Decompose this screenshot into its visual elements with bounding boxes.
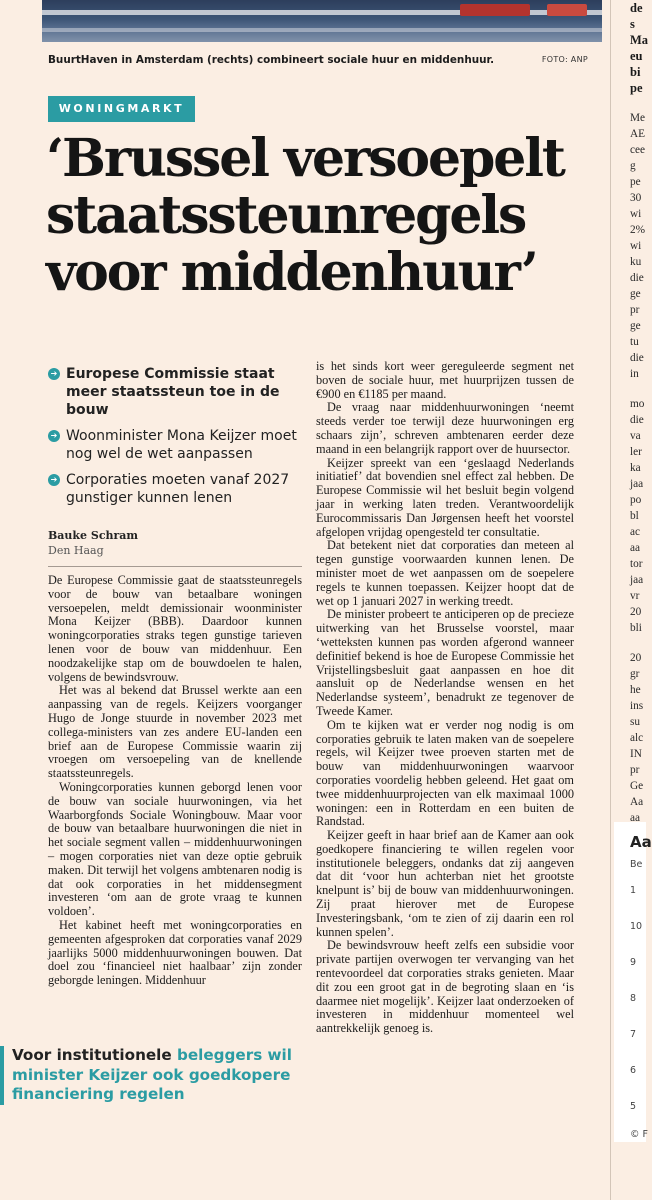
body-column-right [316, 360, 574, 1036]
summary-bullets [48, 365, 308, 515]
adjacent-text-fragment: IN [630, 748, 642, 760]
infobox-fragment: 9 [630, 957, 637, 968]
photo-boat [460, 4, 530, 16]
adjacent-text-fragment: gr [630, 668, 640, 680]
body-paragraph: is het sinds kort weer gereguleerde segment net boven de sociale huur, met huurprijzen tussen de €900 en €1185 per maand. [316, 359, 574, 401]
adjacent-text-fragment: 20 [630, 606, 642, 618]
body-paragraph: De minister probeert te anticiperen op de precieze uitwerking van het Brusselse voorstel, maar ‘wetteksten kunnen pas worden afgerond wanneer definitief bekend is hoe de Europese Commissie het Vrijstellingsbesluit gaat aanpassen en hoe dit aansluit op de Nederlandse wensen en het Nederlandse systeem’, benadrukt ze tegenover de Tweede Kamer. [316, 607, 574, 718]
arrow-right-icon: ➔ [48, 430, 60, 442]
bullet-text: Europese Commissie staat meer staatssteun toe in de bouw [66, 366, 280, 418]
adjacent-text-fragment: ac [630, 526, 641, 538]
body-paragraph: Dat betekent niet dat corporaties dan meteen al tegen gunstige voorwaarden kunnen lenen. De minister moet de wet aanpassen om de soepelere regels te kunnen toepassen. Keijzer hoopt dat de wet op 1 januari 2027 in werking treedt. [316, 538, 574, 608]
body-paragraph: De Europese Commissie gaat de staatssteunregels voor de bouw van betaalbare woningen versoepelen, meldt demissionair woonminister Mona Keijzer (BBB). Daardoor kunnen woningcorporaties straks tegen gunstige tarieven lenen voor de bouw van middenhuur. Een noodzakelijke stap om de bouwdoelen te halen, volgens de bewindsvrouw. [48, 573, 302, 684]
adjacent-text-fragment: ku [630, 256, 642, 268]
summary-bullet [48, 365, 308, 419]
pull-quote-rest: beleggers wil minister Keijzer ook goedkopere financiering regelen [12, 1046, 292, 1103]
adjacent-text-fragment: vr [630, 590, 640, 602]
infobox-fragment: 1 [630, 885, 637, 896]
adjacent-text-fragment: bi [630, 65, 641, 79]
arrow-right-icon: ➔ [48, 368, 60, 380]
adjacent-text-fragment: 20 [630, 652, 642, 664]
adjacent-text-fragment: ge [630, 320, 641, 332]
adjacent-text-fragment: mo [630, 398, 645, 410]
pull-quote [0, 1046, 300, 1105]
headline [46, 130, 606, 301]
infobox-fragment: 10 [630, 921, 643, 932]
adjacent-text-fragment: bl [630, 510, 639, 522]
adjacent-text-fragment: ge [630, 288, 641, 300]
summary-bullet [48, 427, 308, 463]
body-paragraph: Het kabinet heeft met woningcorporaties en gemeenten afgesproken dat corporaties vanaf 2029 jaarlijks 5000 middenhuurwoningen bouwen. Dat doel zou ‘financieel niet haalbaar’ zijn zonder geborgde leningen. Middenhuur [48, 917, 302, 988]
byline [48, 528, 138, 558]
adjacent-text-fragment: he [630, 684, 641, 696]
adjacent-text-fragment: aa [630, 812, 641, 824]
body-paragraph: Om te kijken wat er verder nog nodig is om corporaties gebruik te laten maken van de soepelere regels, wil Keijzer twee proeven starten met de bouw van middenhuurwoningen waarvoor corporaties voordelig hebben geleend. Het gaat om twee middenhuurprojecten van elk maximaal 1000 woningen: een in Rotterdam en een buiten de Randstad. [316, 717, 574, 829]
adjacent-text-fragment: pr [630, 304, 640, 316]
arrow-right-icon: ➔ [48, 474, 60, 486]
adjacent-text-fragment: in [630, 368, 639, 380]
adjacent-text-fragment: cee [630, 144, 646, 156]
infobox-fragment: 5 [630, 1101, 637, 1112]
infobox-fragment: © F [630, 1129, 648, 1140]
headline-line: ‘Brussel versoepelt [46, 128, 564, 189]
adjacent-text-fragment: wi [630, 240, 642, 252]
adjacent-text-fragment: tu [630, 336, 639, 348]
photo-caption [48, 54, 596, 66]
photo-water-reflection [42, 28, 602, 32]
author-name: Bauke Schram [48, 529, 139, 542]
infobox-fragment: 8 [630, 993, 637, 1004]
caption-text: BuurtHaven in Amsterdam (rechts) combineert sociale huur en middenhuur. [48, 54, 495, 66]
article-photo [42, 0, 602, 42]
column-separator [610, 0, 611, 1200]
bullet-text: Corporaties moeten vanaf 2027 gunstiger kunnen lenen [66, 472, 290, 506]
adjacent-text-fragment: ka [630, 462, 641, 474]
pull-quote-lead: Voor institutionele [12, 1046, 172, 1064]
adjacent-text-fragment: die [630, 414, 644, 426]
adjacent-text-fragment: AE [630, 128, 646, 140]
adjacent-text-fragment: Ge [630, 780, 644, 792]
body-paragraph: Keijzer spreekt van een ‘geslaagd Nederlands initiatief’ dat bovendien snel effect zal hebben. De Europese Commissie wil het besluit begin volgend jaar in werking laten treden. Verantwoordelijk Eurocommissaris Dan Jørgensen heeft het voorstel afgelopen vrijdag opengesteld ter consultatie. [316, 455, 574, 539]
adjacent-text-fragment: pr [630, 764, 640, 776]
body-paragraph: Keijzer geeft in haar brief aan de Kamer aan ook goedkopere financiering te willen regelen voor institutionele beleggers, ondanks dat zij aangeven dat dit ‘voor hun achterban niet het grootste knelpunt is’ bij de bouw van middenhuurwoningen. Zij praat hierover met de Europese Investeringsbank, ‘om te zien of zij daarin een rol kunnen spelen’. [316, 828, 574, 939]
adjacent-text-fragment: Aa [630, 796, 644, 808]
adjacent-text-fragment: ins [630, 700, 644, 712]
adjacent-text-fragment: jaa [630, 478, 644, 490]
body-paragraph: De vraag naar middenhuurwoningen ‘neemt steeds verder toe terwijl deze huurwoningen erg schaars zijn’, schreven ambtenaren eerder deze maand in een belangrijk rapport over de huursector. [316, 400, 574, 456]
headline-line: staatssteunregels [46, 185, 526, 246]
bullet-text: Woonminister Mona Keijzer moet nog wel de wet aanpassen [66, 428, 297, 462]
infobox-fragment: Aa [630, 833, 652, 851]
adjacent-text-fragment: die [630, 352, 644, 364]
adjacent-text-fragment: Ma [630, 33, 649, 47]
adjacent-text-fragment: su [630, 716, 641, 728]
adjacent-text-fragment: s [630, 17, 635, 31]
headline-line: voor middenhuur’ [46, 242, 537, 303]
section-kicker: WONINGMARKT [48, 96, 195, 122]
infobox-fragment: 7 [630, 1029, 637, 1040]
adjacent-text-fragment: ler [630, 446, 642, 458]
adjacent-text-fragment: pe [630, 81, 643, 95]
byline-divider [48, 566, 302, 567]
adjacent-text-fragment: die [630, 272, 644, 284]
photo-boat [547, 4, 587, 16]
adjacent-text-fragment: aa [630, 542, 641, 554]
adjacent-text-fragment: g [630, 160, 636, 172]
infobox-fragment: Be [630, 859, 643, 870]
adjacent-infobox [614, 822, 652, 1142]
photo-credit: FOTO: ANP [541, 55, 588, 64]
body-column-left [48, 574, 302, 988]
adjacent-text-fragment: bli [630, 622, 642, 634]
dateline-place: Den Haag [48, 544, 104, 557]
adjacent-article-cutoff [614, 0, 652, 1200]
adjacent-text-fragment: 30 [630, 192, 642, 204]
adjacent-text-fragment: va [630, 430, 641, 442]
infobox-fragment: 6 [630, 1065, 637, 1076]
adjacent-text-fragment: 2% [630, 224, 646, 236]
summary-bullet [48, 471, 308, 507]
body-paragraph: De bewindsvrouw heeft zelfs een subsidie voor private partijen overwogen ter vervanging van het rentevoordeel dat corporaties straks genieten. Maar dit zou een groot gat in de begroting slaan en ‘is daarmee niet mogelijk’. Keijzer laat onderzoeken of investeren in middenhuur momenteel wel aantrekkelijk genoeg is. [316, 938, 574, 1036]
adjacent-text-fragment: tor [630, 558, 643, 570]
adjacent-text-fragment: pe [630, 176, 641, 188]
adjacent-text-fragment: jaa [630, 574, 644, 586]
adjacent-text-fragment: alc [630, 732, 644, 744]
adjacent-text-fragment: Me [630, 112, 646, 124]
adjacent-text-fragment: de [630, 1, 643, 15]
body-paragraph: Woningcorporaties kunnen geborgd lenen voor de bouw van sociale huurwoningen, via het Waarborgfonds Sociale Woningbouw. Maar voor de bouw van betaalbare huurwoningen die niet in het sociale segment vallen – middenhuurwoningen – mogen corporaties niet van deze optie gebruik maken. Dit terwijl het volgens ambtenaren nodig is dat ook corporaties in het middensegment investeren ‘om aan de grote vraag te kunnen voldoen’. [48, 779, 302, 919]
adjacent-text-fragment: po [630, 494, 642, 506]
body-paragraph: Het was al bekend dat Brussel werkte aan een aanpassing van de regels. Keijzers voorganger Hugo de Jonge stuurde in november 2023 met collega-ministers van zes andere EU-landen een brief aan de Europese Commissie waarin zij vroegen om versoepeling van de knellende staatssteunregels. [48, 683, 302, 781]
adjacent-text-fragment: wi [630, 208, 642, 220]
adjacent-text-fragment: eu [630, 49, 643, 63]
